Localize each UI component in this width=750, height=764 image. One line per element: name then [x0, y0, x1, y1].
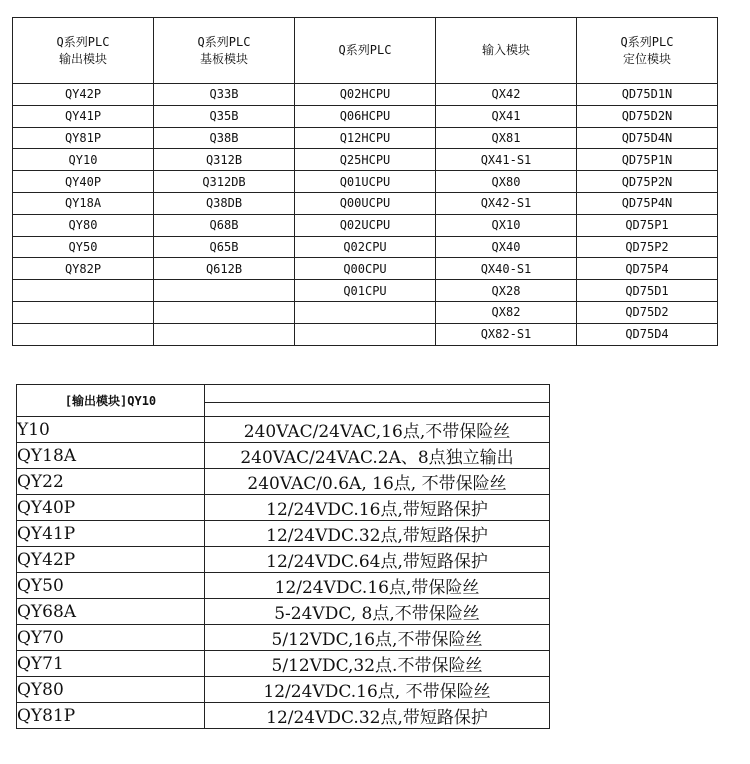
- table-cell: Q312B: [154, 149, 295, 171]
- spec-row: [17, 521, 550, 547]
- table-cell: QY41P: [13, 105, 154, 127]
- table-cell: QD75P2: [577, 236, 718, 258]
- spec-row: [17, 625, 550, 651]
- spec-cell: 12/24VDC.32点,带短路保护: [205, 521, 550, 547]
- spec-cell: 240VAC/24VAC,16点,不带保险丝: [205, 417, 550, 443]
- table-cell: [13, 323, 154, 345]
- table-row: [13, 171, 718, 193]
- table-cell: QD75P4: [577, 258, 718, 280]
- table-cell: Q38DB: [154, 192, 295, 214]
- table-cell: QX28: [436, 280, 577, 302]
- model-cell: QY70: [17, 625, 205, 651]
- table-cell: QX80: [436, 171, 577, 193]
- model-cell: QY50: [17, 573, 205, 599]
- model-cell: QY71: [17, 651, 205, 677]
- table-cell: Q68B: [154, 214, 295, 236]
- table-cell: Q35B: [154, 105, 295, 127]
- table-cell: [295, 323, 436, 345]
- spec-cell: 240VAC/0.6A, 16点, 不带保险丝: [205, 469, 550, 495]
- table-row: [13, 192, 718, 214]
- spec-cell: 5/12VDC,32点.不带保险丝: [205, 651, 550, 677]
- table-cell: QY81P: [13, 127, 154, 149]
- table-cell: QY42P: [13, 84, 154, 106]
- spec-row: [17, 573, 550, 599]
- model-cell: QY18A: [17, 443, 205, 469]
- table-cell: QD75D2: [577, 301, 718, 323]
- table-cell: QX41: [436, 105, 577, 127]
- table-cell: QD75P2N: [577, 171, 718, 193]
- spec-cell: 12/24VDC.64点,带短路保护: [205, 547, 550, 573]
- table-cell: Q33B: [154, 84, 295, 106]
- table-cell: QX10: [436, 214, 577, 236]
- spec-cell: 12/24VDC.16点,带短路保护: [205, 495, 550, 521]
- table-cell: QX40-S1: [436, 258, 577, 280]
- spec-cell: 12/24VDC.32点,带短路保护: [205, 703, 550, 729]
- table-cell: QD75P4N: [577, 192, 718, 214]
- table-cell: QY18A: [13, 192, 154, 214]
- spec-title-row: [17, 385, 550, 403]
- model-cell: QY22: [17, 469, 205, 495]
- table-cell: [154, 280, 295, 302]
- table-cell: QX42: [436, 84, 577, 106]
- table-cell: QX81: [436, 127, 577, 149]
- table-cell: Q01CPU: [295, 280, 436, 302]
- model-cell: QY41P: [17, 521, 205, 547]
- model-cell: QY40P: [17, 495, 205, 521]
- table-cell: QY82P: [13, 258, 154, 280]
- spec-cell: 5-24VDC, 8点,不带保险丝: [205, 599, 550, 625]
- spec-row: [17, 417, 550, 443]
- table-cell: QX40: [436, 236, 577, 258]
- table-cell: QX82: [436, 301, 577, 323]
- table-row: [13, 149, 718, 171]
- table-cell: Q01UCPU: [295, 171, 436, 193]
- table-cell: Q02UCPU: [295, 214, 436, 236]
- table-cell: QD75D1N: [577, 84, 718, 106]
- spec-row: [17, 495, 550, 521]
- table-row: [13, 105, 718, 127]
- table-cell: Q02CPU: [295, 236, 436, 258]
- model-cell: Y10: [17, 417, 205, 443]
- table-cell: [295, 301, 436, 323]
- table-row: [13, 214, 718, 236]
- table-cell: QD75D4: [577, 323, 718, 345]
- table-row: [13, 236, 718, 258]
- table-cell: QD75P1: [577, 214, 718, 236]
- spec-cell: 12/24VDC.16点, 不带保险丝: [205, 677, 550, 703]
- table-row: [13, 84, 718, 106]
- model-cell: QY80: [17, 677, 205, 703]
- spec-row: [17, 443, 550, 469]
- table-row: [13, 301, 718, 323]
- table-cell: QY80: [13, 214, 154, 236]
- spec-cell: 5/12VDC,16点,不带保险丝: [205, 625, 550, 651]
- table-row: [13, 280, 718, 302]
- table-cell: QY40P: [13, 171, 154, 193]
- model-cell: QY81P: [17, 703, 205, 729]
- table-cell: Q38B: [154, 127, 295, 149]
- spec-cell: 240VAC/24VAC.2A、8点独立输出: [205, 443, 550, 469]
- spec-row: [17, 677, 550, 703]
- output-module-spec-table: [16, 384, 550, 729]
- header-output-modules: Q系列PLC 输出模块: [13, 18, 154, 84]
- spec-subtitle-blank: [205, 403, 550, 417]
- header-positioning-modules: Q系列PLC 定位模块: [577, 18, 718, 84]
- table-cell: Q02HCPU: [295, 84, 436, 106]
- spec-title-blank: [205, 385, 550, 403]
- spec-table-title: [输出模块]QY10: [17, 385, 205, 417]
- table-cell: QY50: [13, 236, 154, 258]
- table-cell: Q65B: [154, 236, 295, 258]
- spec-row: [17, 651, 550, 677]
- table-cell: [154, 323, 295, 345]
- table-cell: Q12HCPU: [295, 127, 436, 149]
- table-row: [13, 127, 718, 149]
- table-cell: QD75D4N: [577, 127, 718, 149]
- table-cell: QX41-S1: [436, 149, 577, 171]
- table-cell: Q312DB: [154, 171, 295, 193]
- table-cell: QX42-S1: [436, 192, 577, 214]
- table-cell: [154, 301, 295, 323]
- model-cell: QY42P: [17, 547, 205, 573]
- header-input-modules: 输入模块: [436, 18, 577, 84]
- table-row: [13, 258, 718, 280]
- table-cell: QD75D2N: [577, 105, 718, 127]
- table-cell: QD75P1N: [577, 149, 718, 171]
- table-cell: QY10: [13, 149, 154, 171]
- table-cell: Q06HCPU: [295, 105, 436, 127]
- table-cell: QD75D1: [577, 280, 718, 302]
- table-cell: Q00UCPU: [295, 192, 436, 214]
- table-cell: [13, 280, 154, 302]
- spec-row: [17, 547, 550, 573]
- table-cell: Q25HCPU: [295, 149, 436, 171]
- model-cell: QY68A: [17, 599, 205, 625]
- table-cell: Q612B: [154, 258, 295, 280]
- table-row: [13, 323, 718, 345]
- spec-row: [17, 703, 550, 729]
- spec-row: [17, 599, 550, 625]
- table-header-row: [13, 18, 718, 84]
- table-cell: [13, 301, 154, 323]
- header-base-modules: Q系列PLC 基板模块: [154, 18, 295, 84]
- spec-cell: 12/24VDC.16点,带保险丝: [205, 573, 550, 599]
- table-cell: Q00CPU: [295, 258, 436, 280]
- plc-module-table: [12, 17, 718, 346]
- header-cpu-modules: Q系列PLC: [295, 18, 436, 84]
- spec-row: [17, 469, 550, 495]
- table-cell: QX82-S1: [436, 323, 577, 345]
